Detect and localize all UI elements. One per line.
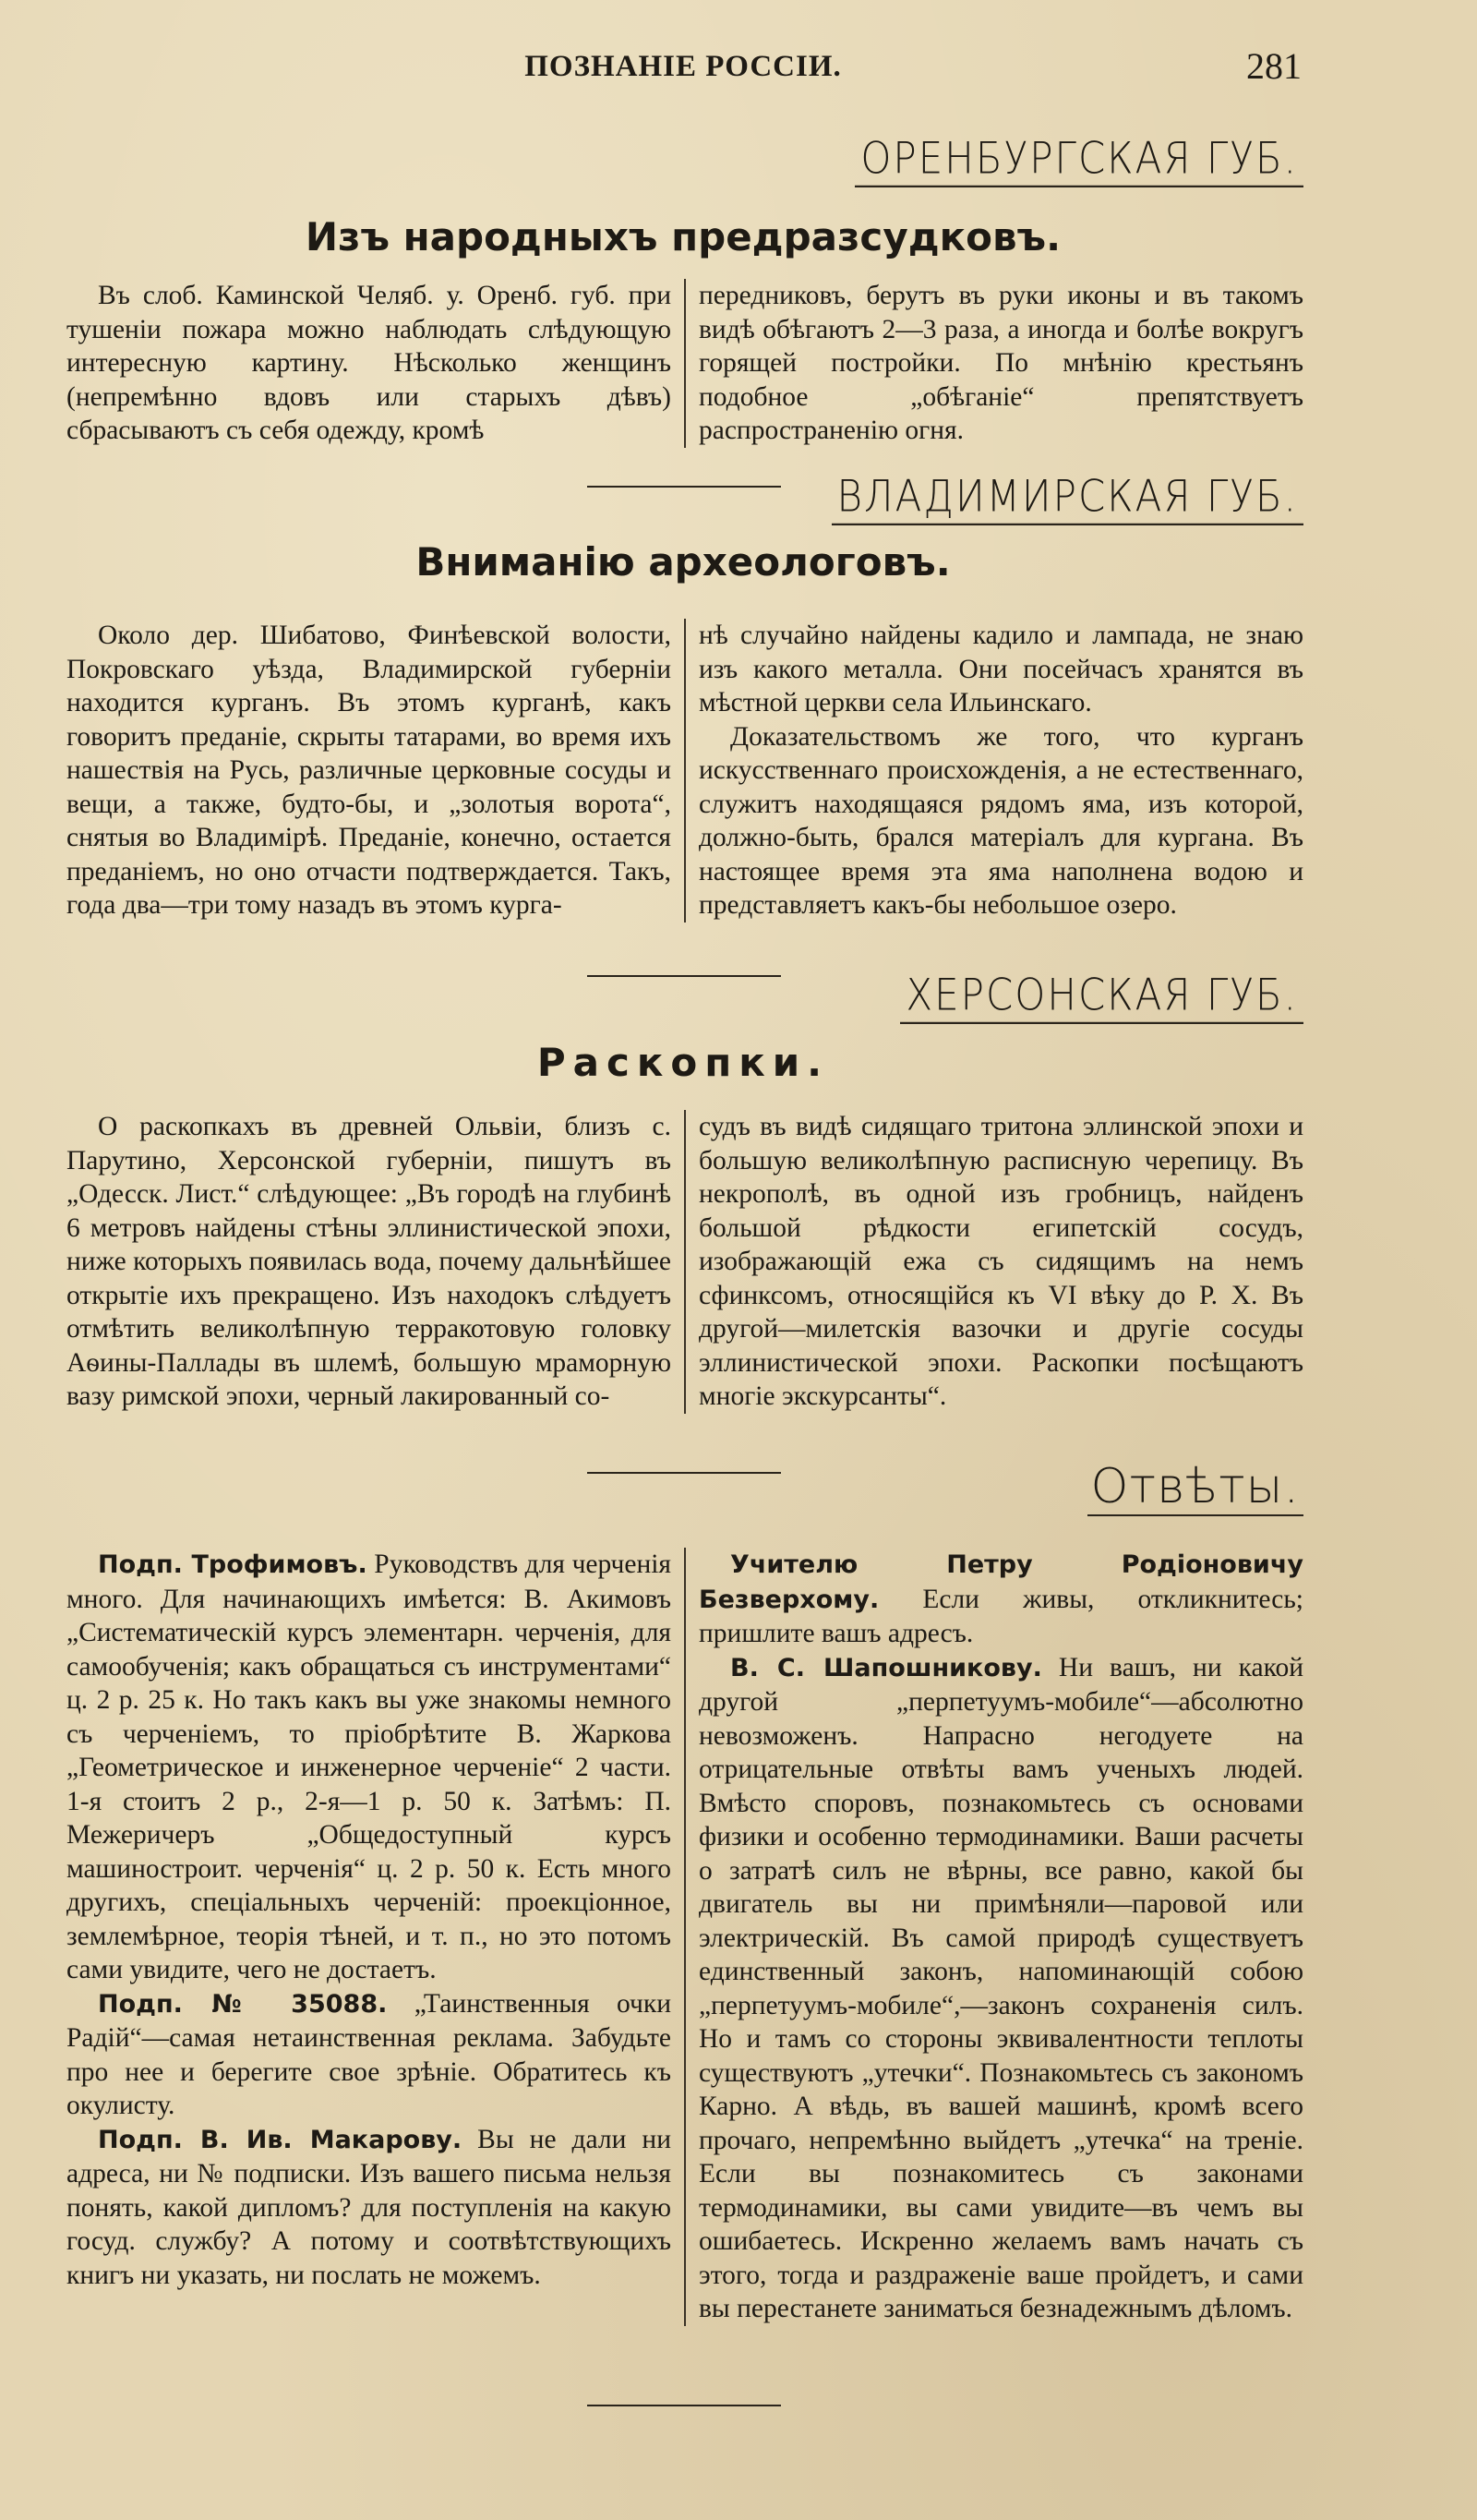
section-divider <box>587 486 781 488</box>
answers-title: Отвѣты. <box>1087 1459 1303 1516</box>
page-header <box>65 44 1302 90</box>
right-column <box>684 1110 1303 1414</box>
answer-entry <box>66 2123 671 2293</box>
paragraph: Въ слоб. Каминской Челяб. у. Оренб. губ. при тушеніи пожара можно наблюдать слѣдующую интересную картину. Нѣсколько женщинъ (непремѣнно вдовъ или старыхъ дѣвъ) сбрасываютъ съ себя одежду, кромѣ <box>66 281 671 445</box>
answer-addressee: Подп. № 35088. <box>98 1989 388 2019</box>
left-column <box>66 279 684 448</box>
answers-body <box>66 1548 1303 2326</box>
region-heading-kherson: ХЕРСОНСКАЯ ГУБ. <box>900 970 1303 1024</box>
answer-text: Если живы, откликнитесь; пришлите вашъ адресъ. <box>699 1584 1303 1648</box>
answer-addressee: В. С. Шапошникову. <box>730 1653 1042 1682</box>
right-column <box>684 279 1303 448</box>
section-divider <box>587 1472 781 1474</box>
page-number: 281 <box>1246 45 1302 87</box>
paragraph: Около дер. Шибатово, Финѣевской волости, Покровскаго уѣзда, Владимирской губерніи находится курганъ. Въ этомъ курганѣ, какъ говоритъ преданіе, скрыты татарами, во время ихъ нашествія на Русь, различные церковные сосуды и вещи, а также, будто-бы, и „золотыя ворота“, снятыя во Владимірѣ. Преданіе, конечно, остается преданіемъ, но оно отчасти подтверждается. Такъ, года два—три тому назадъ въ этомъ курга- <box>66 621 671 920</box>
section-divider <box>587 975 781 977</box>
section-title-archaeologists: Вниманію археологовъ. <box>415 539 951 585</box>
answer-entry <box>66 1548 671 1987</box>
paragraph: судъ въ видѣ сидящаго тритона эллинской эпохи и большую великолѣпную расписную черепицу. Въ некрополѣ, въ одной изъ гробницъ, найденъ большой рѣдкости египетскій сосудъ, изображающій ежа съ сидящимъ на немъ сфинксомъ, относящійся къ VI вѣку до Р. Х. Въ другой—милетскія вазочки и другіе сосуды эллинистической эпохи. Раскопки посѣщаютъ многіе экскурсанты“. <box>699 1112 1303 1411</box>
answer-entry <box>66 1987 671 2123</box>
left-column <box>66 1548 684 2326</box>
section-body-excavations <box>66 1110 1303 1414</box>
section-body-prejudices <box>66 279 1303 448</box>
left-column <box>66 619 684 922</box>
paragraph: нѣ случайно найдены кадило и лампада, не знаю изъ какого металла. Они посейчасъ хранятся въ мѣстной церкви села Ильинскаго. <box>699 621 1303 717</box>
answer-text: Руководствъ для черченія много. Для начинающихъ имѣется: В. Акимовъ „Систематическій курсъ элементарн. черченія, для самообученія; какъ обращаться съ инструментами“ ц. 2 р. 25 к. Но такъ какъ вы уже знакомы немного съ черченіемъ, то пріобрѣтите В. Жаркова „Геометрическое и инженерное черченіе“ 2 части. 1-я стоитъ 2 р., 2-я—1 р. 50 к. Затѣмъ: П. Межеричеръ „Общедоступный курсъ машиностроит. черченія“ ц. 2 р. 50 к. Есть много другихъ, спеціальныхъ черченій: проекціонное, землемѣрное, теорія тѣней, и т. п., но это потомъ сами увидите, чего не достаетъ. <box>66 1549 671 1984</box>
left-column <box>66 1110 684 1414</box>
paragraph: передниковъ, берутъ въ руки иконы и въ такомъ видѣ обѣгаютъ 2—3 раза, а иногда и болѣе вокругъ горящей постройки. По мнѣнію крестьянъ подобное „обѣганіе“ препятствуетъ распространенію огня. <box>699 281 1303 445</box>
section-body-archaeologists <box>66 619 1303 922</box>
region-heading-orenburg: ОРЕНБУРГСКАЯ ГУБ. <box>855 133 1303 187</box>
answer-entry <box>699 1548 1303 1651</box>
answer-addressee: Подп. Трофимовъ. <box>98 1550 367 1579</box>
answer-text: „Таинственныя очки Радій“—самая нетаинственная реклама. Забудьте про нее и берегите свое зрѣніе. Обратитесь къ окулисту. <box>66 1988 671 2120</box>
right-column <box>684 619 1303 922</box>
section-title-prejudices: Изъ народныхъ предразсудковъ. <box>305 214 1062 259</box>
answer-entry <box>699 1651 1303 2326</box>
answer-addressee: Подп. В. Ив. Макарову. <box>98 2125 462 2154</box>
section-title-excavations: Раскопки. <box>536 1040 830 1085</box>
paragraph: Доказательствомъ же того, что курганъ искусственнаго происхожденія, а не естественнаго, служитъ находящаяся рядомъ яма, изъ которой, должно-быть, брался матеріалъ для кургана. Въ настоящее время эта яма наполнена водою и представляетъ какъ-бы небольшое озеро. <box>699 721 1303 920</box>
answer-addressee: Учителю Петру Родіоновичу Безверхому. <box>699 1550 1303 1614</box>
answer-text: Вы не дали ни адреса, ни № подписки. Изъ вашего письма нельзя понять, какой дипломъ? для поступленія на какую госуд. службу? А потому и соотвѣтствующихъ книгъ ни указать, ни послать не можемъ. <box>66 2124 671 2290</box>
end-divider <box>587 2405 781 2406</box>
region-heading-vladimir: ВЛАДИМИРСКАЯ ГУБ. <box>832 471 1303 525</box>
right-column <box>684 1548 1303 2326</box>
running-head: ПОЗНАНІЕ РОССІИ. <box>524 50 842 83</box>
paragraph: О раскопкахъ въ древней Ольвіи, близъ с. Парутино, Херсонской губерніи, пишутъ въ „Одесск. Лист.“ слѣдующее: „Въ городѣ на глубинѣ 6 метровъ найдены стѣны эллинистической эпохи, ниже которыхъ появилась вода, почему дальнѣйшее открытіе ихъ прекращено. Изъ находокъ слѣдуетъ отмѣтить великолѣпную терракотовую головку Аѳины-Паллады въ шлемѣ, большую мраморную вазу римской эпохи, черный лакированный со- <box>66 1112 671 1411</box>
answer-text: Ни вашъ, ни какой другой „перпетуумъ-мобиле“—абсолютно невозможенъ. Напрасно негодуете на отрицательные отвѣты вамъ ученыхъ людей. Вмѣсто споровъ, познакомьтесь съ основами физики и особенно термодинамики. Ваши расчеты о затратѣ силъ не вѣрны, все равно, какой бы двигатель вы ни примѣняли—паровой или электрическій. Въ самой природѣ существуетъ единственный законъ, напоминающій собою „перпетуумъ-мобиле“,—законъ сохраненія силъ. Но и тамъ со стороны эквивалентности теплоты существуютъ „утечки“. Познакомьтесь съ закономъ Карно. А вѣдь, въ вашей машинѣ, кромѣ всего прочаго, непремѣнно выйдетъ „утечка“ на треніе. Если вы познакомитесь съ законами термодинамики, вы сами увидите—въ чемъ вы ошибаетесь. Искренно желаемъ вамъ начать съ этого, тогда и раздраженіе ваше пройдетъ, и сами вы перестанете заниматься безнадежнымъ дѣломъ. <box>699 1652 1303 2323</box>
